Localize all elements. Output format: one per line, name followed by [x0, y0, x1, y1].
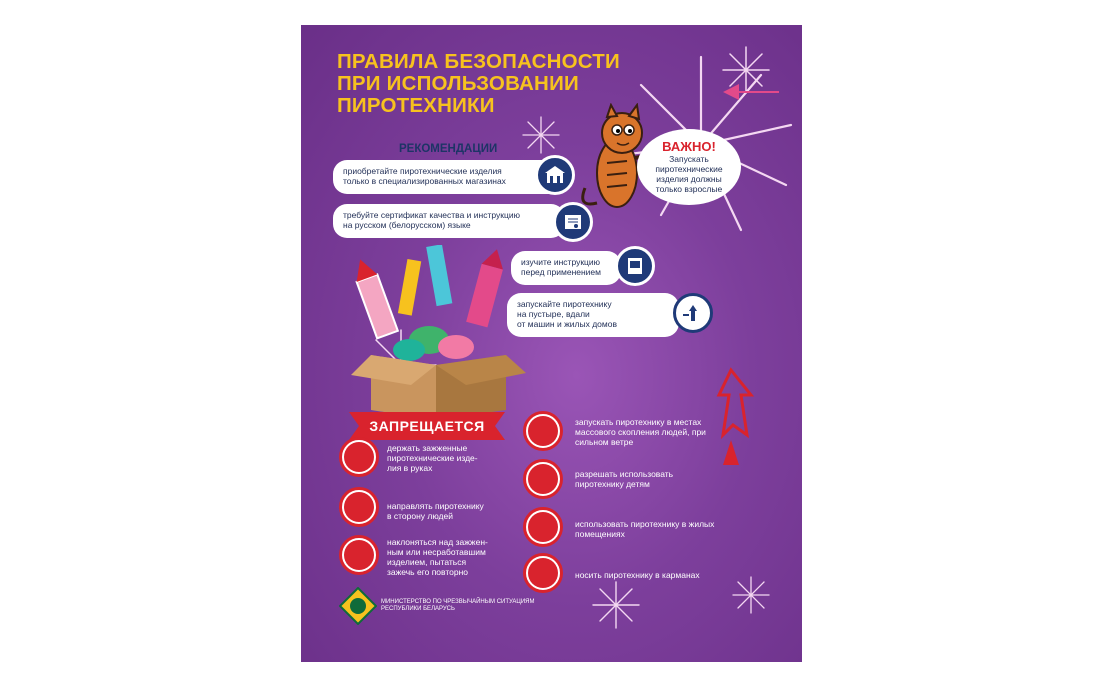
forbidden-text: изделием, пытаться [387, 557, 467, 567]
forbidden-item [387, 443, 478, 473]
shop-icon [535, 155, 575, 195]
important-text: изделия должны [656, 174, 722, 184]
forbidden-text: зажечь его повторно [387, 567, 469, 577]
forbidden-text: пиротехнику детям [575, 479, 650, 489]
child-icon [523, 459, 563, 499]
recommendation-text: запускайте пиротехнику [517, 299, 612, 309]
recommendation-item [333, 160, 563, 194]
recommendations-heading: РЕКОМЕНДАЦИИ [399, 143, 498, 155]
ministry-text: РЕСПУБЛИКИ БЕЛАРУСЬ [381, 606, 455, 612]
forbidden-text: наклоняться над зажжен- [387, 537, 488, 547]
forbidden-text: использовать пиротехнику в жилых [575, 519, 715, 529]
sparkle-icon [731, 575, 771, 615]
pocket-icon [523, 553, 563, 593]
forbidden-text: сильном ветре [575, 437, 634, 447]
recommendation-item [507, 293, 679, 337]
important-text: только взрослые [655, 184, 723, 194]
safety-poster [301, 25, 802, 662]
manual-icon [615, 246, 655, 286]
forbidden-item [387, 537, 488, 577]
certificate-icon [553, 202, 593, 242]
title-line: ПРАВИЛА БЕЗОПАСНОСТИ [337, 50, 620, 73]
forbidden-text: запускать пиротехнику в местах [575, 417, 702, 427]
sparkle-icon [591, 580, 641, 630]
forbidden-text: ным или несработавшим [387, 547, 486, 557]
fireworks-box-icon [341, 245, 531, 420]
forbidden-text: разрешать использовать [575, 469, 674, 479]
recommendation-text: изучите инструкцию [521, 257, 601, 267]
hand-firework-icon [339, 437, 379, 477]
forbidden-text: пиротехнические изде- [387, 453, 478, 463]
forbidden-item [575, 469, 673, 489]
forbidden-text: помещениях [575, 529, 625, 539]
recommendation-text: перед применением [521, 267, 602, 277]
forbidden-text: носить пиротехнику в карманах [575, 570, 700, 580]
aim-at-people-icon [339, 487, 379, 527]
recommendation-text: только в специализированных магазинах [343, 176, 506, 186]
forbidden-item [575, 570, 700, 580]
important-text: пиротехнические [655, 164, 723, 174]
recommendation-text: требуйте сертификат качества и инструкцию [343, 210, 520, 220]
forbidden-heading: ЗАПРЕЩАЕТСЯ [369, 418, 485, 434]
recommendation-item [333, 204, 565, 238]
lean-over-icon [339, 535, 379, 575]
forbidden-text: в сторону людей [387, 511, 453, 521]
ministry-name [381, 599, 535, 613]
launch-area-icon [673, 293, 713, 333]
rocket-icon [711, 365, 761, 475]
recommendation-text: на русском (белорусском) языке [343, 220, 471, 230]
rocket-icon [721, 80, 781, 105]
sparkle-icon [521, 115, 561, 155]
forbidden-text: направлять пиротехнику [387, 501, 484, 511]
ministry-emblem-icon [339, 587, 377, 625]
recommendation-text: приобретайте пиротехнические изделия [343, 166, 502, 176]
forbidden-item [575, 417, 706, 447]
forbidden-text: массового скопления людей, при [575, 427, 706, 437]
house-icon [523, 507, 563, 547]
crowd-icon [523, 411, 563, 451]
forbidden-item [575, 519, 714, 539]
forbidden-item [387, 501, 484, 521]
forbidden-banner [349, 412, 505, 440]
recommendation-text: от машин и жилых домов [517, 319, 617, 329]
forbidden-text: держать зажженные [387, 443, 468, 453]
title-line: ПИРОТЕХНИКИ [337, 94, 495, 117]
ministry-text: МИНИСТЕРСТВО ПО ЧРЕЗВЫЧАЙНЫМ СИТУАЦИЯМ [381, 599, 535, 605]
important-heading: ВАЖНО! [662, 139, 716, 154]
important-text: Запускать [669, 154, 709, 164]
recommendation-text: на пустыре, вдали [517, 309, 590, 319]
title-line: ПРИ ИСПОЛЬЗОВАНИИ [337, 72, 579, 95]
forbidden-text: лия в руках [387, 463, 433, 473]
important-bubble [637, 129, 741, 205]
